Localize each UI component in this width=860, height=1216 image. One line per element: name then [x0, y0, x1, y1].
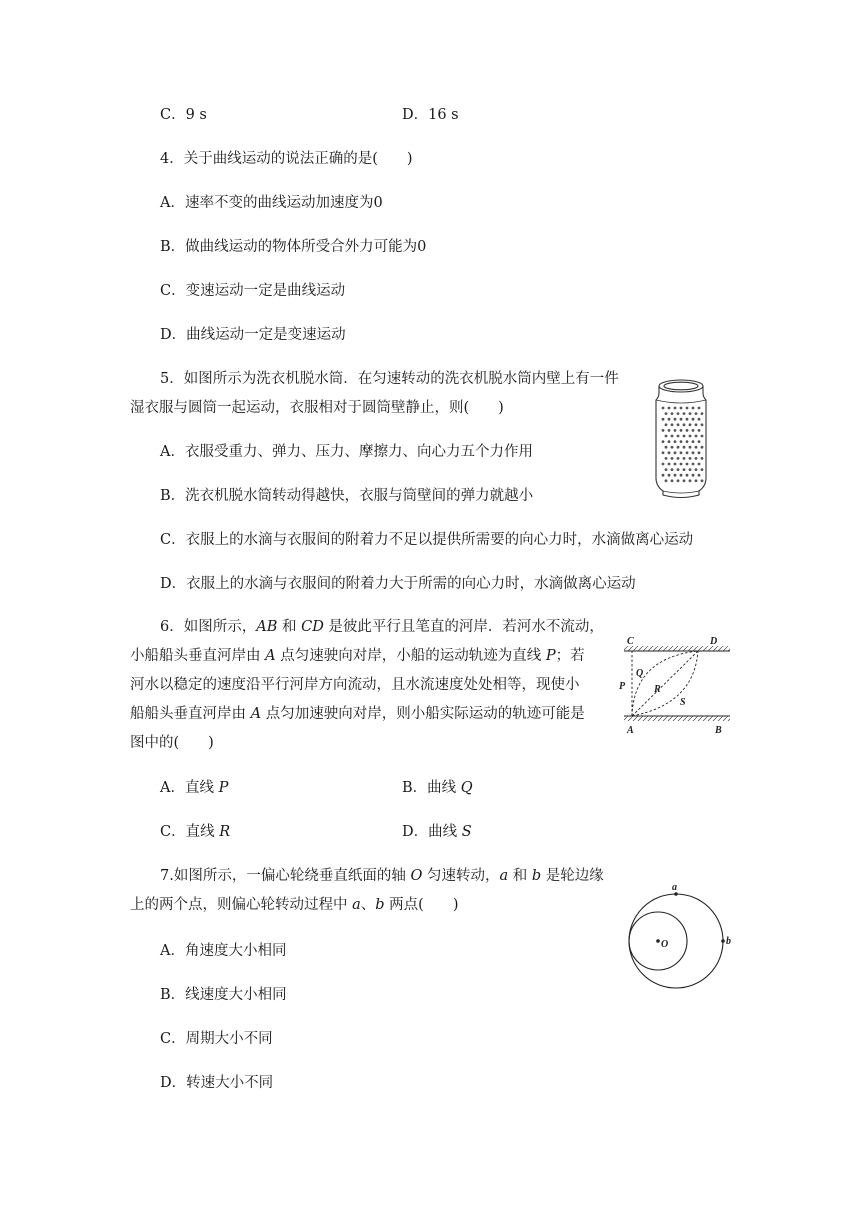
drum-hole [674, 440, 677, 443]
q7-option-c: C．周期大小不同 [160, 1031, 273, 1047]
drum-hole [683, 457, 686, 460]
drum-hole [680, 418, 683, 421]
drum-hole [680, 407, 683, 410]
drum-hole [674, 418, 677, 421]
drum-hole [689, 457, 692, 460]
drum-hole [665, 412, 668, 415]
q6-stem-line2: 小船船头垂直河岸由 A 点匀速驶向对岸，小船的运动轨迹为直线 P；若 [130, 648, 585, 664]
drum-hole [662, 429, 665, 432]
drum-hole [689, 479, 692, 482]
q3-option-c: C．9 s [160, 107, 207, 123]
label-a: a [672, 882, 677, 893]
drum-hole [674, 463, 677, 466]
label-r: R [654, 684, 661, 695]
q5-option-c: C．衣服上的水滴与衣服间的附着力不足以提供所需要的向心力时，水滴做离心运动 [160, 532, 694, 548]
drum-hole [671, 423, 674, 426]
drum-hole [698, 418, 701, 421]
drum-hole [698, 463, 701, 466]
drum-hole [665, 479, 668, 482]
q6-stem-line4: 船船头垂直河岸由 A 点匀加速驶向对岸，则小船实际运动的轨迹可能是 [130, 706, 585, 722]
drum-hole [686, 440, 689, 443]
drum-hole [662, 418, 665, 421]
drum-hole [680, 474, 683, 477]
drum-hole [674, 451, 677, 454]
q7-stem-line1: 7.如图所示，一偏心轮绕垂直纸面的轴 O 匀速转动，a 和 b 是轮边缘 [160, 868, 604, 884]
label-b: B [715, 725, 722, 736]
label-s: S [680, 697, 686, 708]
drum-hole [689, 412, 692, 415]
drum-hole [677, 479, 680, 482]
q4-option-c: C．变速运动一定是曲线运动 [160, 283, 346, 299]
drum-hole [701, 479, 704, 482]
drum-hole [665, 446, 668, 449]
q6-option-d: D．曲线 S [402, 824, 472, 840]
drum-hole [662, 407, 665, 410]
drum-hole [665, 468, 668, 471]
drum-hole [671, 446, 674, 449]
drum-hole [665, 423, 668, 426]
drum-hole [683, 468, 686, 471]
drum-hole [683, 423, 686, 426]
drum-hole [677, 435, 680, 438]
label-c: C [627, 636, 634, 647]
drum-hole [677, 457, 680, 460]
drum-hole [668, 418, 671, 421]
drum-hole [692, 407, 695, 410]
point-b [721, 939, 725, 943]
drum-hole [686, 429, 689, 432]
drum-hole [671, 412, 674, 415]
drum-hole [671, 435, 674, 438]
trajectory-r [632, 651, 698, 716]
drum-hole [689, 423, 692, 426]
q4-option-d: D．曲线运动一定是变速运动 [160, 327, 346, 343]
drum-hole [671, 479, 674, 482]
q3-option-d: D．16 s [402, 107, 459, 123]
label-o: O [661, 939, 669, 950]
q7-eccentric-wheel-figure [625, 880, 745, 990]
drum-hole [698, 440, 701, 443]
q4-option-a: A．速率不变的曲线运动加速度为0 [160, 195, 383, 211]
drum-hole [677, 446, 680, 449]
drum-hole [683, 435, 686, 438]
drum-hole [680, 463, 683, 466]
drum-hole [695, 423, 698, 426]
drum-hole [662, 474, 665, 477]
q4-stem: 4．关于曲线运动的说法正确的是( ) [160, 151, 413, 167]
drum-hole [683, 446, 686, 449]
drum-hole [695, 446, 698, 449]
drum-hole [674, 474, 677, 477]
drum-hole [680, 440, 683, 443]
drum-hole [671, 468, 674, 471]
q7-option-d: D．转速大小不同 [160, 1075, 274, 1091]
drum-hole [662, 463, 665, 466]
label-d: D [710, 636, 718, 647]
q6-option-b: B．曲线 Q [402, 780, 473, 796]
q6-option-c: C．直线 R [160, 824, 231, 840]
drum-hole [695, 435, 698, 438]
q5-stem-line2: 湿衣服与圆筒一起运动，衣服相对于圆筒壁静止，则( ) [130, 400, 504, 416]
drum-hole [686, 474, 689, 477]
label-p: P [619, 681, 626, 692]
drum-hole [683, 412, 686, 415]
drum-hole [686, 451, 689, 454]
drum-hole [668, 474, 671, 477]
label-b: b [726, 936, 731, 947]
drum-hole [686, 418, 689, 421]
q5-stem-line1: 5．如图所示为洗衣机脱水筒．在匀速转动的洗衣机脱水筒内壁上有一件 [160, 371, 619, 387]
drum-hole [668, 440, 671, 443]
drum-hole [677, 412, 680, 415]
drum-hole [668, 407, 671, 410]
drum-hole [701, 435, 704, 438]
q6-stem-line3: 河水以稳定的速度沿平行河岸方向流动，且水流速度处处相等，现使小 [130, 677, 580, 693]
drum-hole [668, 429, 671, 432]
q5-option-a: A．衣服受重力、弹力、压力、摩擦力、向心力五个力作用 [160, 444, 533, 460]
drum-hole [701, 468, 704, 471]
drum-hole [695, 412, 698, 415]
q5-drum-figure [650, 378, 712, 502]
drum-hole [689, 468, 692, 471]
drum-hole [665, 435, 668, 438]
drum-hole [668, 451, 671, 454]
q7-option-a: A．角速度大小相同 [160, 943, 287, 959]
drum-hole [680, 429, 683, 432]
drum-hole [701, 412, 704, 415]
drum-hole [665, 457, 668, 460]
drum-hole [668, 463, 671, 466]
q6-stem-line1: 6．如图所示，AB 和 CD 是彼此平行且笔直的河岸．若河水不流动， [160, 619, 604, 635]
q4-option-b: B．做曲线运动的物体所受合外力可能为0 [160, 239, 427, 255]
drum-hole [701, 423, 704, 426]
q6-option-a: A．直线 P [160, 780, 229, 796]
q7-option-b: B．线速度大小相同 [160, 987, 287, 1003]
drum-hole [686, 407, 689, 410]
drum-hole [692, 440, 695, 443]
drum-hole [677, 423, 680, 426]
q6-river-figure [612, 632, 734, 736]
drum-hole [689, 435, 692, 438]
drum-hole [692, 474, 695, 477]
drum-hole [701, 446, 704, 449]
drum-hole [674, 407, 677, 410]
drum-hole [674, 429, 677, 432]
drum-hole [677, 468, 680, 471]
drum-hole [662, 451, 665, 454]
drum-hole [698, 429, 701, 432]
label-a: A [627, 725, 634, 736]
drum-hole [689, 446, 692, 449]
drum-hole [692, 429, 695, 432]
drum-hole [698, 451, 701, 454]
drum-hole [692, 463, 695, 466]
q7-stem-line2: 上的两个点，则偏心轮转动过程中 a、b 两点( ) [130, 897, 459, 913]
q6-stem-line5: 图中的( ) [130, 735, 214, 751]
drum-hole [686, 463, 689, 466]
point-o [656, 939, 660, 943]
drum-hole [662, 440, 665, 443]
drum-hole [695, 468, 698, 471]
drum-hole [701, 457, 704, 460]
q5-option-b: B．洗衣机脱水筒转动得越快，衣服与筒壁间的弹力就越小 [160, 488, 534, 504]
outer-wheel [629, 894, 723, 988]
drum-hole [680, 451, 683, 454]
q5-option-d: D．衣服上的水滴与衣服间的附着力大于所需的向心力时，水滴做离心运动 [160, 576, 636, 592]
drum-hole [695, 457, 698, 460]
drum-hole [698, 407, 701, 410]
label-q: Q [636, 668, 644, 679]
drum-hole [692, 451, 695, 454]
drum-hole [698, 474, 701, 477]
drum-hole [671, 457, 674, 460]
drum-hole [692, 418, 695, 421]
drum-hole [695, 479, 698, 482]
drum-hole [683, 479, 686, 482]
